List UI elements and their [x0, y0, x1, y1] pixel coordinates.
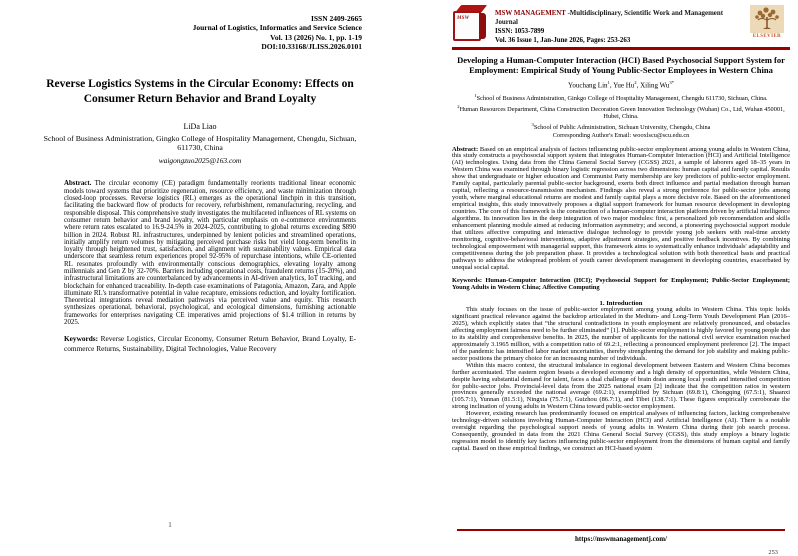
masthead-text-block [488, 4, 744, 45]
journal-name-line: Journal of Logistics, Informatics and Service Science [192, 23, 362, 33]
affiliation-line: $^3$School of Public Administration, Sichuan University, Chengdu, China [531, 122, 711, 132]
paper-title: Developing a Human-Computer Interaction (HCI) Based Psychosocial Support System for Employment: Empirical Study of Young Public-Sector Employees in Western China [457, 54, 785, 75]
abstract-paragraph [64, 180, 356, 326]
author-name: Yue Hu [613, 81, 635, 90]
intro-paragraph: Within this macro context, the structural imbalance in regional development between Eastern and Western China becomes further accentuated. The eastern region boasts a developed economy and a high density of opportunities, while Western China, despite having substantial demand for talent, faces a dual challenge of brain drain among local youth and intensified competition for public-sector jobs. Provincial-level data from the 2025 national exam [2] indicate that the competition ratios in western provinces generally exceeded the national average (69.2:1), exemplified by Sichuan (69.8:1), Chongqing (67.5:1), Shaanxi (105.7:1), Yunnan (81.5:1), Ningxia (75.7:1), Guizhou (86.7:1), and Tibet (138.7:1). These figures empirically corroborate the strong inclination of young adults in Western China toward public-sector employment. [452, 361, 790, 411]
journal-url: https://mswmanagementj.com/ [575, 535, 667, 544]
right-paper-page [452, 4, 790, 453]
keywords-label: Keywords: [64, 334, 99, 344]
keywords-paragraph [64, 334, 356, 352]
journal-name: MSW MANAGEMENT [495, 10, 566, 17]
footer-divider-rule [457, 529, 785, 531]
author-affiliation: School of Business Administration, Gingko College of Hospitality Management, Chengdu, Sichuan, 611730, China [43, 133, 357, 153]
authors-line [452, 80, 790, 89]
right-page-footer [452, 529, 790, 556]
left-paper-page [38, 14, 362, 353]
author-separator: , [609, 81, 614, 90]
author-name: LiDa Liao [183, 121, 217, 131]
author-superscript: 3* [669, 80, 675, 86]
author-separator: , [636, 81, 641, 90]
journal-title-line [495, 9, 744, 27]
abstract-label: Abstract. [64, 180, 92, 188]
abstract-text: Based on an empirical analysis of factors influencing public-sector employment among young adults in Western China, this study constructs a psychosocial support system that integrates Human-Computer Interaction (HCI) and Artificial Intelligence (AI) technologies. Using data from the China General Social Survey (CGSS) 2021, a sample of laborers aged 18–35 years in Western China was examined through binary logistic regression across two dimensions: human capital and family capital. Results show that undergraduate or higher education and Communist Party membership are key predictors of public-sector employment. Family capital, particularly parental public-sector background, exerts both direct influence and partial mediation through human capital, reflecting a resource-transmission mechanism. Findings also reveal a strong preference for public-sector jobs among youth, where marginal educational returns are modest and family capital plays a more decisive role. Based on the aforementioned empirical insights, this study innovatively proposes a digital support framework for human resource development in developing countries. The core of this framework is the construction of a human-computer interaction platform driven by artificial intelligence algorithms. Its innovation lies in the deep integration of two major modules: first, a personalized job recommendation and skills enhancement planning module aimed at reducing information asymmetry; and second, a pioneering psychosocial support module that utilizes affective computing and interactive dialogue technology to provide young job seekers with real-time anxiety monitoring, cognitive-behavioral interventions, adaptive adjustment strategies, and positive feedback incentives. By combining technological empowerment with managerial support, this framework aims to systematically enhance individuals' adaptability and competitiveness during the job preparation phase. It provides a technological solution with both theoretical basis and practical pathways to address the widespread problem of youth career development management in developing countries, exacerbated by unequal social capital. [452, 145, 791, 271]
issn-line: ISSN 2409-2665 [310, 14, 362, 23]
msw-journal-logo-icon [452, 4, 488, 42]
affiliation-line: $^1$School of Business Administration, Ginkgo College of Hospitality Management, Chengdu 611730, Sichuan, China. [474, 92, 768, 102]
paper-title: Reverse Logistics Systems in the Circular Economy: Effects on Consumer Return Behavior and Brand Loyalty [46, 77, 354, 106]
author-email: waigongzuo2025@163.com [158, 156, 242, 166]
author-name: Youchang Lin [567, 81, 608, 90]
affiliations-block [452, 92, 790, 140]
doi-line: DOI:10.33168/JLISS.2026.0101 [261, 42, 362, 52]
abstract-label: Abstract: [452, 145, 479, 153]
corresponding-author-line: Corresponding Author's Email: wooxlscu@scu.edu.cn [552, 131, 690, 139]
affiliation-line: $^2$Human Resources Department, China Construction Decoration Green Innovation Technology (Wuhan) Co., Ltd, Wuhan 450001, Hubei, China. [457, 103, 785, 121]
logo-text: MSW [457, 16, 470, 21]
author-superscript: 1 [607, 80, 610, 86]
left-page-number: 1 [168, 521, 172, 529]
volume-issue-line: Vol. 36 Issue 1, Jan-June 2026, Pages: 253-263 [495, 37, 631, 44]
logo-book-spine [479, 13, 486, 39]
keywords-text: Human-Computer Interaction (HCI); Psychosocial Support for Employment; Public-Sector Employment; Young Adults in Western China; Affective Computing [452, 277, 790, 292]
issn-line: ISSN: 1053-7899 [495, 28, 545, 35]
keywords-label: Keywords: [452, 277, 483, 285]
elsevier-tree-icon [750, 5, 784, 33]
journal-subtitle: -Multidisciplinary, Scientific Work and Management Journal [495, 10, 723, 26]
volume-line: Vol. 13 (2026) No. 1, pp. 1-19 [270, 32, 362, 42]
author-superscript: 2 [634, 80, 637, 86]
keywords-paragraph [452, 278, 790, 292]
elsevier-label: ELSEVIER [752, 34, 782, 39]
author-name: Xiling Wu [640, 81, 670, 90]
logo-book-front [453, 11, 481, 41]
abstract-text: The circular economy (CE) paradigm fundamentally reorients traditional linear economic models toward systems that prioritize regeneration, resource efficiency, and waste minimization through closed-loop processes. Reverse logistics (RL) emerges as the operational linchpin in this transition, facilitating the backward flow of products for recovery, refurbishment, remanufacturing, recycling, and responsible disposal. This comprehensive study investigates the multifaceted influences of RL systems on consumer return behavior and brand loyalty, with particular emphasis on e-commerce environments where return rates escalated to 16.9-24.5% in 2024-2025, contributing to global returns exceeding $890 billion in 2024. Robust RL infrastructures, underpinned by lenient policies and streamlined operations, initially amplify return volumes by mitigating perceived purchase risks but yield long-term benefits in loyalty through heightened trust, satisfaction, and alignment with sustainability values. Empirical data underscore that seamless return experiences propel 92-95% of repurchase intentions, while CE-oriented RL resonates profoundly with environmentally conscious demographics, elevating loyalty among millennials and Gen Z by 32-70%. Barriers including operational costs, fraudulent returns (15-20%), and infrastructural limitations are counterbalanced by advancements in AI-driven analytics, IoT tracking, and blockchain for enhanced traceability. In-depth case examinations of Patagonia, Amazon, Zara, and Apple illuminate RL's transformative potential in value recapture, emissions reduction, and loyalty fortification. Theoretical integrations reveal mediation pathways via perceived value and equity. This research synthesizes operational, behavioral, psychological, and ecological dimensions, furnishing actionable frameworks for enterprises navigating CE imperatives amid projections of $1.4 trillion in returns by 2025. [64, 180, 356, 327]
intro-paragraph: This study focuses on the issue of public-sector employment among young adults in Western China. This topic holds significant practical relevance against the backdrop articulated in the Medium- and Long-Term Youth Development Plan (2016–2025), which explicitly states that “the structural contradictions in youth employment are relatively pronounced, and obstacles affecting employment fairness need to be further eliminated” [1]. Public-sector employment is highly favored by young people due to its stability and comprehensive benefits. In 2025, the number of applicants for the national civil service examination reached approximately 3.1965 million, with a competition ratio of 69.2:1, reflecting a pronounced employment preference [2]. The impact of the pandemic has intensified labor market uncertainties, thereby strengthening the demand for job stability and making public-sector positions the primary choice for an increasing number of individuals. [452, 306, 790, 362]
header-divider-rule [452, 47, 790, 50]
section-heading-introduction: 1. Introduction [599, 300, 643, 308]
intro-paragraph: However, existing research has predominantly focused on empirical analyses of influencing factors, lacking comprehensive technology-driven solutions involving Human-Computer Interaction (HCI) and Artificial Intelligence (AI). There is a notable oversight regarding the psychological support needs of young adults in Western China during their job search process. Consequently, grounded in data from the 2021 China General Social Survey (CGSS), this study employs a binary logistic regression model to identify key factors influencing public-sector employment from the dimensions of human capital and family capital. Based on these empirical findings, we construct an HCI-based system [452, 410, 790, 453]
journal-header-block [38, 14, 362, 52]
keywords-text: Reverse Logistics, Circular Economy, Consumer Return Behavior, Brand Loyalty, E-commerce Returns, Sustainability, Digital Technologies, Value Recovery [64, 334, 356, 353]
right-page-number: 253 [768, 549, 778, 556]
journal-masthead [452, 4, 790, 45]
abstract-paragraph [452, 147, 790, 272]
elsevier-logo [744, 4, 790, 39]
